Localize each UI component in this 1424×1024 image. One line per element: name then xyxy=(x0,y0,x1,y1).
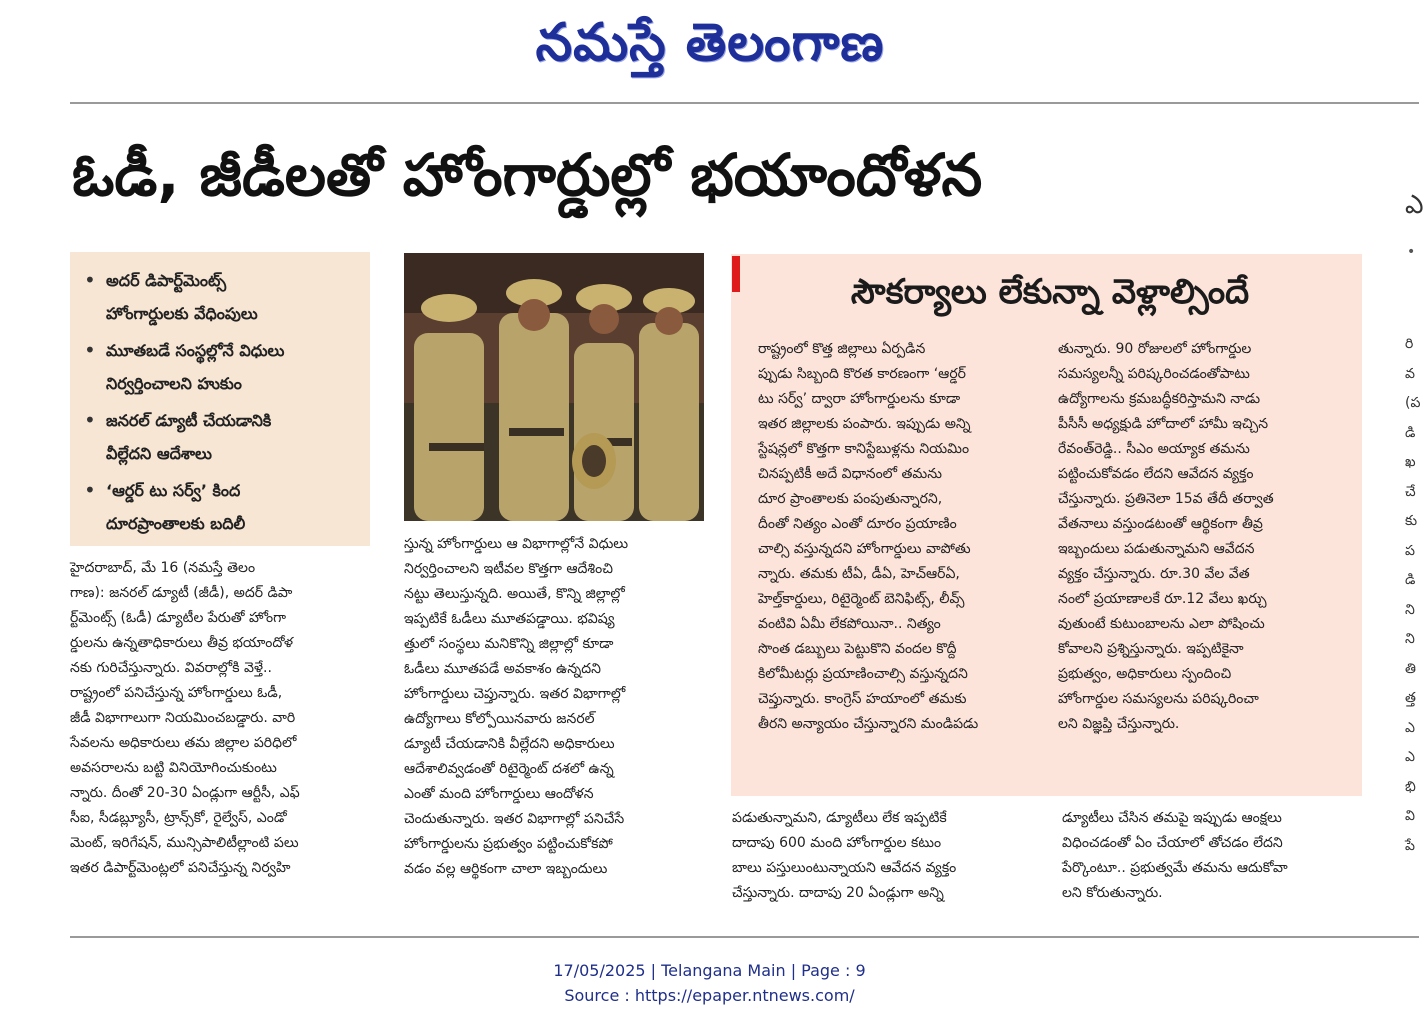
sidebar-article-title: సౌకర్యాలు లేకున్నా వెళ్లాల్సిందే xyxy=(850,272,1250,312)
text-line: చాల్సి వస్తున్నదని హోంగార్డులు వాపోతు xyxy=(758,541,971,557)
text-line: గాణ): జనరల్ డ్యూటీ (జీడీ), అదర్ డిపా xyxy=(70,585,293,601)
text-line: సొంత డబ్బులు పెట్టుకొని వందల కొద్దీ xyxy=(758,641,957,657)
sidebar-article-marker xyxy=(732,256,740,292)
text-line: ప్రభుత్వం, అధికారులు స్పందించి xyxy=(1058,666,1232,682)
text-line: ఉద్యోగాలు కోల్పోయినవారు జనరల్ xyxy=(404,711,595,727)
text-line: చినప్పటికీ అదే విధానంలో తమను xyxy=(758,466,942,482)
highlight-text xyxy=(106,404,271,470)
text-line: ప xyxy=(1405,542,1415,559)
text-line: నిర్వర్తించాలని ఇటీవల కొత్తగా ఆదేశించి xyxy=(404,561,613,577)
text-line: హోంగార్డుల సమస్యలను పరిష్కరించా xyxy=(1058,691,1259,707)
highlight-line: దూరప్రాంతాలకు బదిలీ xyxy=(106,514,246,533)
text-line: రాష్ట్రంలో పనిచేస్తున్న హోంగార్డులు ఓడీ, xyxy=(70,685,283,701)
text-line: విధించడంతో ఏం చేయాలో తోచడం లేదని xyxy=(1062,835,1283,851)
highlight-line: జనరల్ డ్యూటీ చేయడానికి xyxy=(106,411,272,430)
article-column-4 xyxy=(1062,806,1362,916)
article-column-3 xyxy=(732,806,1032,916)
text-line: వ్యక్తం చేస్తున్నారు. రూ.30 వేల వేత xyxy=(1058,566,1250,582)
text-line: నంలో ప్రయాణాలకే రూ.12 వేలు ఖర్చు xyxy=(1058,591,1267,607)
text-line: డ్యూటీ చేయడానికి వీల్లేదని అధికారులు xyxy=(404,736,615,752)
text-line: బాలు పస్తులుంటున్నాయని ఆవేదన వ్యక్తం xyxy=(732,860,957,876)
highlight-text xyxy=(106,474,245,540)
text-line: వంటివి ఏమీ లేకపోయినా.. నిత్యం xyxy=(758,616,941,632)
text-line: పట్టించుకోవడం లేదని ఆవేదన వ్యక్తం xyxy=(1058,466,1254,482)
headline: ఓడీ, జీడీలతో హోంగార్డుల్లో భయాందోళన xyxy=(72,141,983,209)
text-line: ఉద్యోగాలను క్రమబద్ధీకరిస్తామని నాడు xyxy=(1058,391,1261,407)
text-line: ఎ xyxy=(1405,749,1415,765)
text-line: సేవలను అధికారులు తమ జిల్లాల పరిధిలో xyxy=(70,735,297,751)
text-line: ఇప్పటికే ఓడీలు మూతపడ్డాయి. భవిష్య xyxy=(404,611,615,627)
text-line: దూర ప్రాంతాలకు పంపుతున్నారని, xyxy=(758,491,943,507)
text-line: ని xyxy=(1405,601,1415,618)
text-line: హోంగార్డులు చెప్తున్నారు. ఇతర విభాగాల్లో xyxy=(404,686,626,702)
text-line: టు సర్వ్’ ద్వారా హోంగార్డులను కూడా xyxy=(758,391,961,407)
text-line: ర్డులను ఉన్నతాధికారులు తీవ్ర భయాందోళ xyxy=(70,635,294,651)
text-line: సీఐ, సీడబ్ల్యూసీ, ట్రాన్స్‌కో, రైల్వేస్, ఎండో xyxy=(70,810,287,826)
text-line: చే xyxy=(1405,483,1416,500)
sidebar-article-column-1 xyxy=(758,337,1033,737)
adjacent-article-edge-text xyxy=(1405,330,1419,930)
text-line: తున్నారు. 90 రోజులలో హోంగార్డుల xyxy=(1058,341,1252,357)
text-line: వుతుంటే కుటుంబాలను ఎలా పోషించు xyxy=(1058,616,1265,632)
text-line: డి xyxy=(1405,424,1416,441)
footer-source-link[interactable]: Source : https://epaper.ntnews.com/ xyxy=(564,986,855,1005)
text-line: పేర్కొంటూ.. ప్రభుత్వమే తమను ఆదుకోవా xyxy=(1062,860,1288,876)
text-line: ఖ xyxy=(1405,454,1416,470)
highlight-line: నిర్వర్తించాలని హుకుం xyxy=(106,374,242,393)
article-column-2 xyxy=(404,532,704,882)
highlight-item xyxy=(84,334,360,400)
text-line: ఓడీలు మూతపడే అవకాశం ఉన్నదని xyxy=(404,661,601,677)
text-line: పీసీసీ అధ్యక్షుడి హోదాలో హామీ ఇచ్చిన xyxy=(1058,416,1269,432)
text-line: ఇతర డిపార్ట్‌మెంట్లలో పనిచేస్తున్న నిర్వహి xyxy=(70,860,291,876)
highlight-item xyxy=(84,404,360,470)
bottom-rule xyxy=(70,936,1419,938)
bullet-icon: • xyxy=(84,478,96,502)
text-line: ఎ xyxy=(1405,719,1415,736)
highlight-line: ‘ఆర్డర్ టు సర్వ్’ కింద xyxy=(106,481,241,500)
text-line: భి xyxy=(1405,778,1416,795)
text-line: హోంగార్డులను ప్రభుత్వం పట్టించుకోకపో xyxy=(404,836,613,852)
text-line: న్నారు. తమకు టీఏ, డీఏ, హెచ్ఆర్ఏ, xyxy=(758,566,960,582)
text-line: వి xyxy=(1405,808,1415,824)
text-line: తీరని అన్యాయం చేస్తున్నారని మండిపడు xyxy=(758,716,979,732)
text-line: పడుతున్నామని, డ్యూటీలు లేక ఇప్పటికే xyxy=(732,810,947,826)
footer-date-page: 17/05/2025 | Telangana Main | Page : 9 xyxy=(553,961,866,980)
text-line: చెందుతున్నారు. ఇతర విభాగాల్లో పనిచేసే xyxy=(404,811,625,827)
text-line: నట్టు తెలుస్తున్నది. అయితే, కొన్ని జిల్లాల్లో xyxy=(404,586,625,602)
text-line: త్తులో సంస్థలు మనికొన్ని జిల్లాల్లో కూడా xyxy=(404,636,614,652)
text-line: ప్పుడు సిబ్బంది కొరత కారణంగా ‘ఆర్డర్ xyxy=(758,366,966,382)
text-line: లని విజ్ఞప్తి చేస్తున్నారు. xyxy=(1058,716,1180,732)
masthead-logo: నమస్తే తెలంగాణ xyxy=(535,13,885,73)
text-line: స్తున్న హోంగార్డులు ఆ విభాగాల్లోనే విధులు xyxy=(404,536,629,552)
page-footer xyxy=(0,958,1419,1008)
text-line: అవసరాలను బట్టి వినియోగించుకుంటు xyxy=(70,760,277,776)
text-line: ఇబ్బందులు పడుతున్నామని ఆవేదన xyxy=(1058,541,1255,557)
highlight-line: మూతబడే సంస్థల్లోనే విధులు xyxy=(106,341,285,360)
text-line: జీడీ విభాగాలుగా నియమించబడ్డారు. వారి xyxy=(70,710,296,726)
text-line: హైదరాబాద్, మే 16 (నమస్తే తెలం xyxy=(70,560,256,576)
text-line: కోవాలని ప్రశ్నిస్తున్నారు. ఇప్పటికైనా xyxy=(1058,641,1244,657)
text-line: వ xyxy=(1405,365,1415,382)
text-line: వేతనాలు వస్తుండటంతో ఆర్థికంగా తీవ్ర xyxy=(1058,516,1263,532)
text-line: కిలోమీటర్లు ప్రయాణించాల్సి వస్తున్నదని xyxy=(758,666,968,682)
highlight-item xyxy=(84,474,360,540)
text-line: తి xyxy=(1405,660,1416,677)
text-line: ఎంతో మంది హోంగార్డులు ఆందోళన xyxy=(404,786,594,802)
text-line: నకు గురిచేస్తున్నారు. వివరాల్లోకి వెళ్తే.. xyxy=(70,660,272,676)
text-line: డ్యూటీలు చేసిన తమపై ఇప్పుడు ఆంక్షలు xyxy=(1062,810,1282,826)
text-line: మెంట్, ఇరిగేషన్, మున్సిపాలిటీల్లాంటి పలు xyxy=(70,835,299,851)
home-guards-photo xyxy=(404,253,704,521)
sidebar-article-column-2 xyxy=(1058,337,1338,737)
text-line: చేస్తున్నారు. ప్రతినెలా 15వ తేదీ తర్వాత xyxy=(1058,491,1274,507)
text-line: దాదాపు 600 మంది హోంగార్డుల కటుం xyxy=(732,835,942,851)
text-line: దీంతో నిత్యం ఎంతో దూరం ప్రయాణిం xyxy=(758,516,957,532)
text-line: ఆదేశాలివ్వడంతో రిటైర్మెంట్ దశలో ఉన్న xyxy=(404,761,614,777)
highlight-text xyxy=(106,334,284,400)
highlight-item xyxy=(84,264,360,330)
adjacent-article-stub: ఎ xyxy=(1405,190,1424,220)
bullet-icon: • xyxy=(84,338,96,362)
highlight-line: హోంగార్డులకు వేధింపులు xyxy=(106,304,258,323)
text-line: స్టేషన్లలో కొత్తగా కానిస్టేబుళ్లను నియమిం xyxy=(758,441,970,457)
text-line: చెప్తున్నారు. కాంగ్రెస్ హయాంలో తమకు xyxy=(758,691,967,707)
highlight-line: వీల్లేదని ఆదేశాలు xyxy=(106,444,212,463)
highlight-text xyxy=(106,264,258,330)
highlight-line: అదర్ డిపార్ట్‌మెంట్స్ xyxy=(106,271,227,290)
bullet-icon: • xyxy=(84,268,96,292)
text-line: సమస్యలన్నీ పరిష్కరించడంతోపాటు xyxy=(1058,366,1250,382)
article-column-1 xyxy=(70,556,370,881)
text-line: (ప xyxy=(1405,395,1421,411)
top-rule xyxy=(70,102,1419,104)
text-line: త్త xyxy=(1405,690,1416,706)
text-line: న్నారు. దీంతో 20-30 ఏండ్లుగా ఆర్టీసీ, ఎఫ్ xyxy=(70,785,300,801)
text-line: డి xyxy=(1405,572,1416,588)
text-line: వడం వల్ల ఆర్థికంగా చాలా ఇబ్బందులు xyxy=(404,861,608,877)
text-line: చేస్తున్నారు. దాదాపు 20 ఏండ్లుగా అన్ని xyxy=(732,885,944,901)
text-line: లని కోరుతున్నారు. xyxy=(1062,885,1163,901)
bullet-icon: • xyxy=(84,408,96,432)
text-line: రాష్ట్రంలో కొత్త జిల్లాలు ఏర్పడిన xyxy=(758,341,926,357)
text-line: ని xyxy=(1405,631,1415,647)
text-line: ఇతర జిల్లాలకు పంపారు. ఇప్పుడు అన్ని xyxy=(758,416,971,432)
text-line: ర్ట్‌మెంట్స్ (ఓడీ) డ్యూటీల పేరుతో హోంగా xyxy=(70,610,287,626)
text-line: కు xyxy=(1405,513,1418,529)
text-line: పే xyxy=(1405,837,1415,854)
highlights-box xyxy=(70,252,370,546)
text-line: రేవంత్‌రెడ్డి.. సీఎం అయ్యాక తమను xyxy=(1058,441,1250,457)
text-line: రి xyxy=(1405,336,1414,352)
adjacent-article-bullet: • xyxy=(1407,244,1416,260)
home-guards-photo-illustration xyxy=(404,253,704,521)
text-line: హెల్త్‌కార్డులు, రిటైర్మెంట్ బెనిఫిట్స్, లీవ్స్ xyxy=(758,591,965,607)
